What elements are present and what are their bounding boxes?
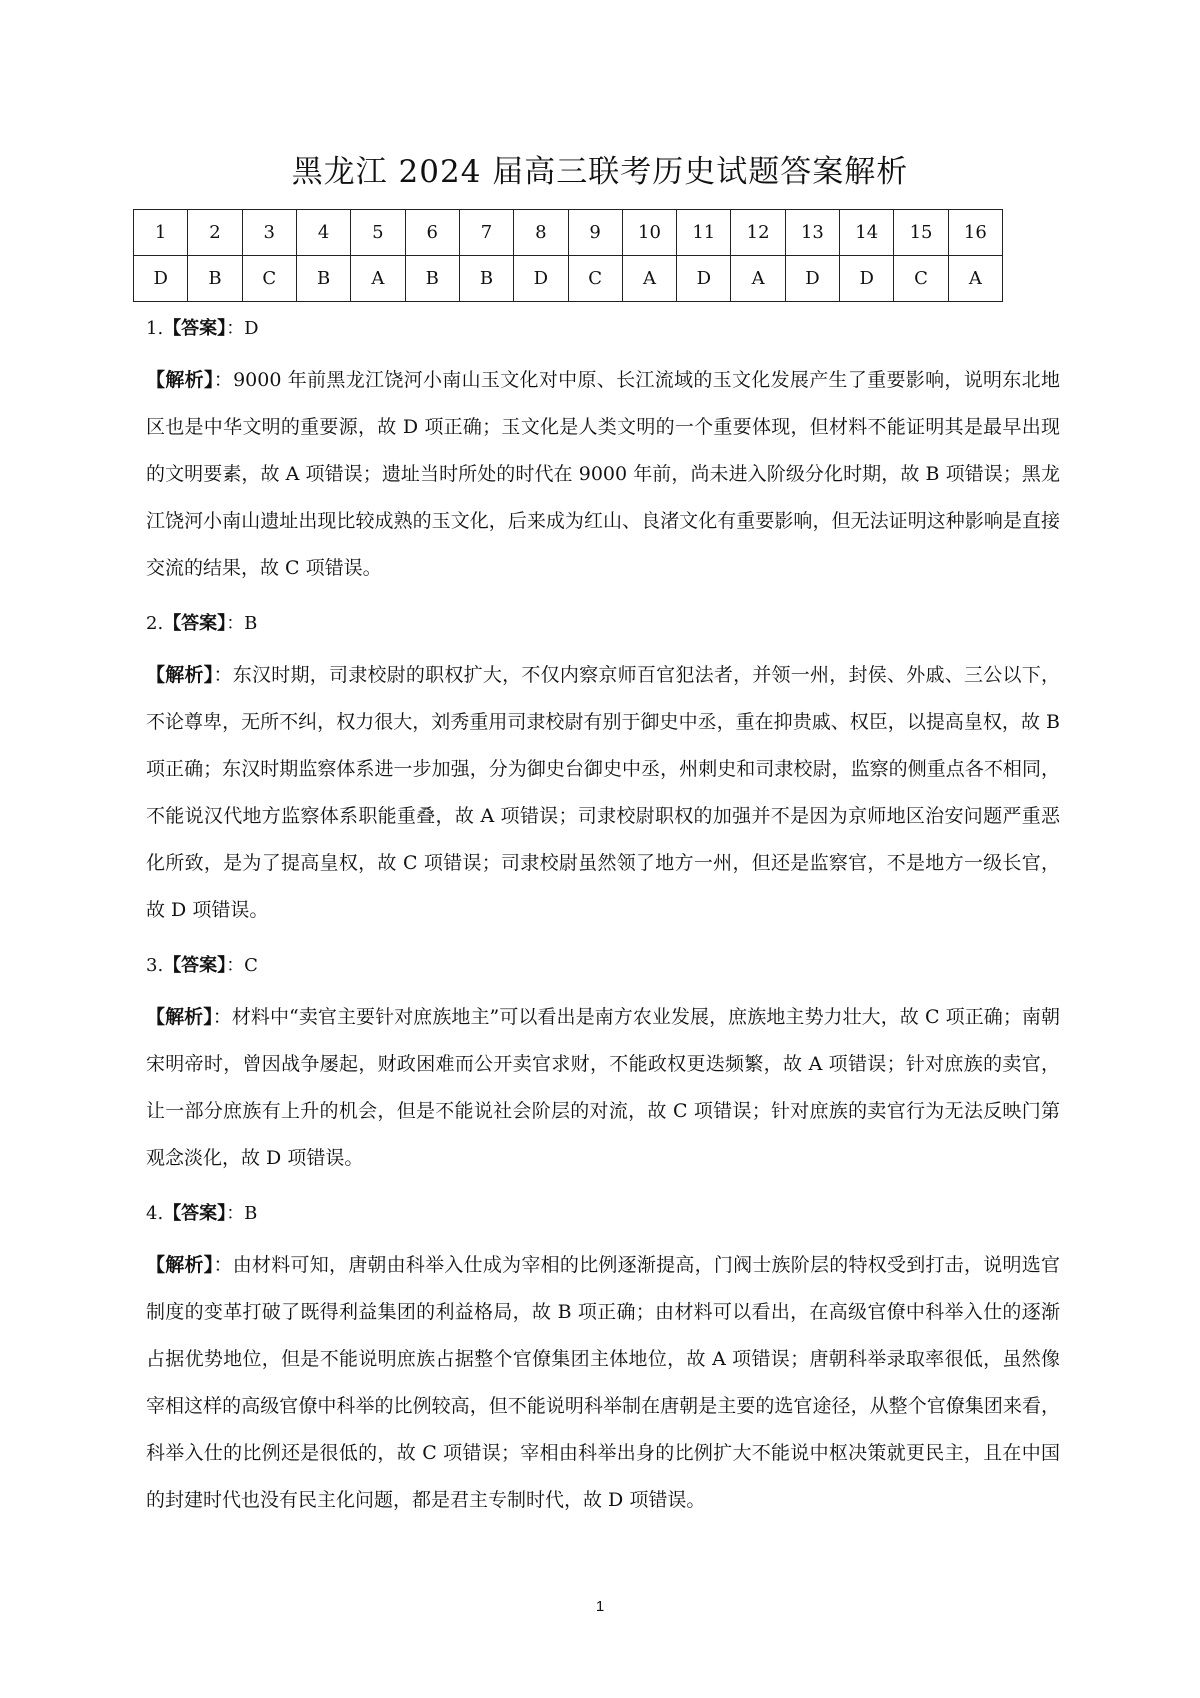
answer-line (146, 313, 1060, 345)
answer-letter-cell: A (948, 256, 1002, 302)
explanation-tag: 【解析】 (146, 369, 214, 391)
question-block-1 (146, 313, 1060, 592)
answer-letter-cell: C (568, 256, 622, 302)
question-block-3 (146, 950, 1060, 1182)
answer-line (146, 608, 1060, 640)
question-number-cell: 9 (568, 210, 622, 256)
question-block-2 (146, 608, 1060, 934)
explanation-text: ：9000 年前黑龙江饶河小南山玉文化对中原、长江流域的玉文化发展产生了重要影响，说明东北地区也是中华文明的重要源，故 D 项正确；玉文化是人类文明的一个重要体现，但材料不能证明其是最早出现的文明要素，故 A 项错误；遗址当时所处的时代在 9000 年前，尚未进入阶级分化时期，故 B 项错误；黑龙江饶河小南山遗址出现比较成熟的玉文化，后来成为红山、良渚文化有重要影响，但无法证明这种影响是直接交流的结果，故 C 项错误。 (146, 369, 1060, 579)
explanation-tag: 【解析】 (146, 1254, 214, 1276)
answer-value: ：B (226, 1203, 258, 1224)
answer-letter-cell: A (731, 256, 785, 302)
question-number-cell: 8 (514, 210, 568, 256)
answer-letter-cell: C (894, 256, 948, 302)
answer-value: ：D (226, 318, 259, 339)
question-number-cell: 12 (731, 210, 785, 256)
question-number-cell: 13 (785, 210, 839, 256)
answer-tag: 【答案】 (163, 613, 227, 634)
explanation-text: ：东汉时期，司隶校尉的职权扩大，不仅内察京师百官犯法者，并领一州，封侯、外戚、三公以下，不论尊卑，无所不纠，权力很大，刘秀重用司隶校尉有别于御史中丞，重在抑贵戚、权臣，以提高皇权，故 B 项正确；东汉时期监察体系进一步加强，分为御史台御史中丞，州刺史和司隶校尉，监察的侧重点各不相同，不能说汉代地方监察体系职能重叠，故 A 项错误；司隶校尉职权的加强并不是因为京师地区治安问题严重恶化所致，是为了提高皇权，故 C 项错误；司隶校尉虽然领了地方一州，但还是监察官，不是地方一级长官，故 D 项错误。 (146, 664, 1060, 921)
explanation-paragraph (146, 1242, 1060, 1524)
question-number: 3. (146, 955, 164, 976)
question-number-cell: 10 (622, 210, 676, 256)
answer-letter-cell: C (242, 256, 296, 302)
explanation-text: ：材料中“卖官主要针对庶族地主”可以看出是南方农业发展，庶族地主势力壮大，故 C 项正确；南朝宋明帝时，曾因战争屡起，财政困难而公开卖官求财，不能政权更迭频繁，故 A 项错误；针对庶族的卖官，让一部分庶族有上升的机会，但是不能说社会阶层的对流，故 C 项错误；针对庶族的卖官行为无法反映门第观念淡化，故 D 项错误。 (146, 1006, 1060, 1169)
question-number-cell: 16 (948, 210, 1002, 256)
answer-letter-cell: D (840, 256, 894, 302)
question-number-cell: 5 (351, 210, 405, 256)
question-number-cell: 3 (242, 210, 296, 256)
explanation-tag: 【解析】 (146, 1006, 213, 1028)
question-number-cell: 7 (459, 210, 513, 256)
answer-letter-cell: D (785, 256, 839, 302)
explanations-body (146, 313, 1060, 1540)
answer-letter-cell: D (514, 256, 568, 302)
answer-letter-cell: B (188, 256, 242, 302)
explanation-text: ：由材料可知，唐朝由科举入仕成为宰相的比例逐渐提高，门阀士族阶层的特权受到打击，说明选官制度的变革打破了既得利益集团的利益格局，故 B 项正确；由材料可以看出，在高级官僚中科举入仕的逐渐占据优势地位，但是不能说明庶族占据整个官僚集团主体地位，故 A 项错误；唐朝科举录取率很低，虽然像宰相这样的高级官僚中科举的比例较高，但不能说明科举制在唐朝是主要的选官途径，从整个官僚集团来看，科举入仕的比例还是很低的，故 C 项错误；宰相由科举出身的比例扩大不能说中枢决策就更民主，且在中国的封建时代也没有民主化问题，都是君主专制时代，故 D 项错误。 (146, 1254, 1060, 1511)
question-number-cell: 11 (677, 210, 731, 256)
question-number-cell: 4 (296, 210, 350, 256)
answer-letter-cell: D (677, 256, 731, 302)
answer-letter-cell: A (622, 256, 676, 302)
question-number: 2. (146, 613, 164, 634)
answer-value: ：C (226, 955, 258, 976)
explanation-paragraph (146, 357, 1060, 592)
answer-key-table (133, 209, 1003, 302)
question-number: 4. (146, 1203, 164, 1224)
answer-letter-cell: A (351, 256, 405, 302)
answer-value: ：B (226, 613, 258, 634)
question-number-cell: 2 (188, 210, 242, 256)
answer-letter-cell: D (134, 256, 188, 302)
answer-line (146, 1198, 1060, 1230)
question-number-cell: 14 (840, 210, 894, 256)
answer-letter-cell: B (296, 256, 350, 302)
explanation-paragraph (146, 994, 1060, 1182)
answer-letter-cell: B (405, 256, 459, 302)
explanation-paragraph (146, 652, 1060, 934)
answer-letter-row (134, 256, 1003, 302)
question-number-cell: 15 (894, 210, 948, 256)
answer-letter-cell: B (459, 256, 513, 302)
page-number: 1 (595, 1598, 605, 1615)
answer-tag: 【答案】 (163, 318, 227, 339)
question-block-4 (146, 1198, 1060, 1524)
question-number-row (134, 210, 1003, 256)
answer-tag: 【答案】 (163, 955, 227, 976)
answer-tag: 【答案】 (163, 1203, 227, 1224)
document-title: 黑龙江 2024 届高三联考历史试题答案解析 (291, 154, 909, 190)
answer-line (146, 950, 1060, 982)
question-number: 1. (146, 318, 164, 339)
question-number-cell: 1 (134, 210, 188, 256)
question-number-cell: 6 (405, 210, 459, 256)
explanation-tag: 【解析】 (146, 664, 214, 686)
